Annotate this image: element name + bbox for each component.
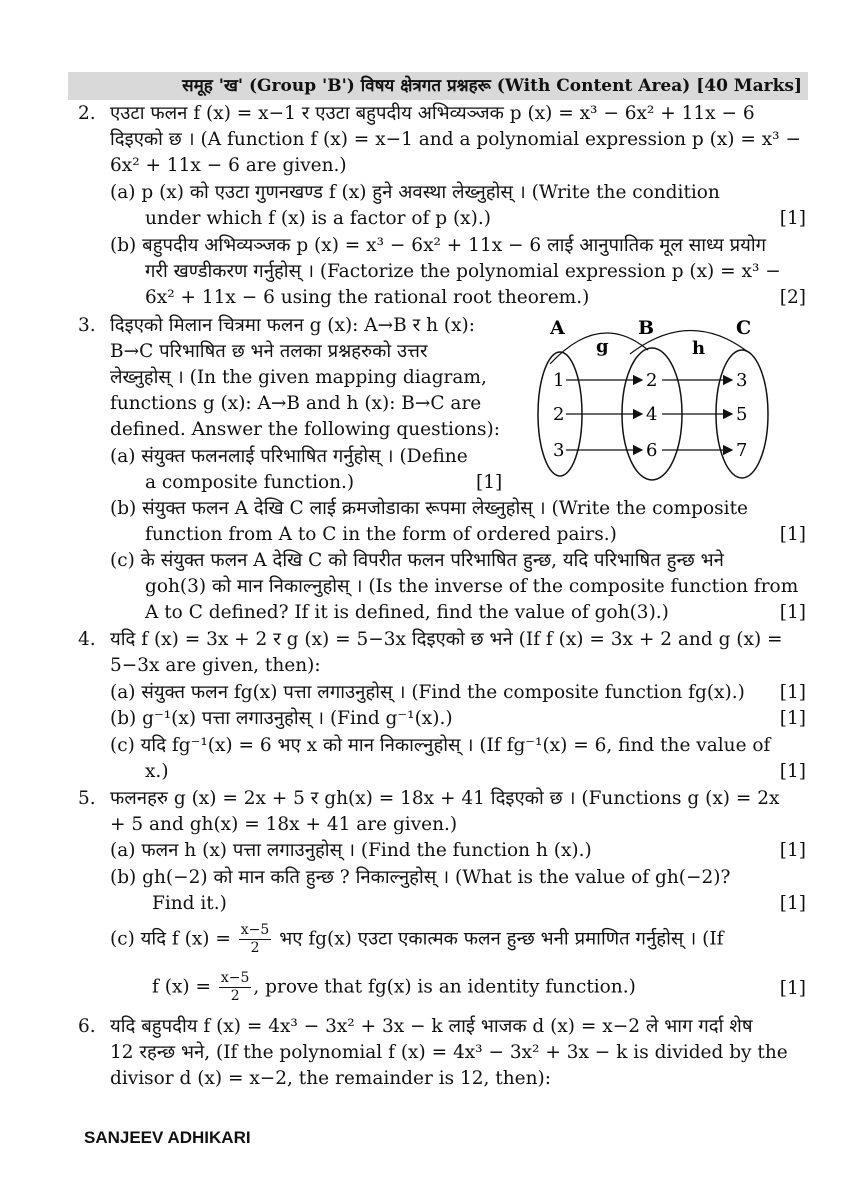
q3-line1: दिइएको मिलान चित्रमा फलन g (x): A→B र h (x): (110, 315, 475, 336)
q5-line2: + 5 and gh(x) = 18x + 41 are given.) (110, 814, 458, 835)
q5c-line1 (110, 922, 724, 957)
q5b-line2: Find it.) (152, 893, 227, 914)
q5b-marks: [1] (779, 893, 806, 914)
q4a-marks: [1] (779, 682, 806, 703)
q4-line2: 5−3x are given, then): (110, 655, 321, 676)
set-label-b: B (638, 317, 655, 339)
q5c-line2-suffix: , prove that fg(x) is an identity function.) (253, 976, 636, 998)
q2-line2: दिइएको छ । (A function f (x) = x−1 and a polynomial expression p (x) = x³ − (110, 129, 801, 150)
q3-line2: B→C परिभाषित छ भने तलका प्रश्नहरुको उत्तर (110, 341, 428, 362)
b-element-1: 2 (646, 370, 658, 391)
fraction (219, 970, 252, 1005)
b-element-3: 6 (646, 440, 658, 461)
q5a-line1: (a) फलन h (x) पत्ता लगाउनुहोस् । (Find the function h (x).) (110, 840, 592, 861)
q2-number: 2. (78, 103, 96, 124)
q3c-line1: (c) के संयुक्त फलन A देखि C को विपरीत फलन परिभाषित हुन्छ, यदि परिभाषित हुन्छ भने (110, 550, 724, 571)
q6-line1: यदि बहुपदीय f (x) = 4x³ − 3x² + 3x − k लाई भाजक d (x) = x−2 ले भाग गर्दा शेष (110, 1016, 753, 1037)
c-element-1: 3 (736, 370, 748, 391)
q2-line1: एउटा फलन f (x) = x−1 र एउटा बहुपदीय अभिव्यञ्जक p (x) = x³ − 6x² + 11x − 6 (110, 103, 755, 124)
q4c-line2: x.) (145, 761, 169, 782)
q3-line4: functions g (x): A→B and h (x): B→C are (110, 393, 482, 414)
a-element-3: 3 (553, 440, 565, 461)
c-element-3: 7 (736, 440, 748, 461)
q3b-line1: (b) संयुक्त फलन A देखि C लाई क्रमजोडाका रूपमा लेख्नुहोस् । (Write the composite (110, 498, 748, 519)
q4c-marks: [1] (779, 761, 806, 782)
fraction-denominator: 2 (230, 988, 240, 1004)
func-label-h: h (692, 338, 706, 359)
q5c-suffix: भए fg(x) एउटा एकात्मक फलन हुन्छ भनी प्रमाणित गर्नुहोस् । (If (279, 928, 724, 950)
q5-line1: फलनहरु g (x) = 2x + 5 र gh(x) = 18x + 41 दिइएको छ । (Functions g (x) = 2x (110, 788, 780, 809)
q3-line5: defined. Answer the following questions): (110, 419, 500, 440)
q4-number: 4. (78, 629, 96, 650)
q4b-marks: [1] (779, 708, 806, 729)
q2a-marks: [1] (779, 208, 806, 229)
c-element-2: 5 (736, 404, 748, 425)
q2b-line1: (b) बहुपदीय अभिव्यञ्जक p (x) = x³ − 6x² + 11x − 6 लाई आनुपातिक मूल साध्य प्रयोग (110, 235, 767, 256)
q5b-line1: (b) gh(−2) को मान कति हुन्छ ? निकाल्नुहोस् । (What is the value of gh(−2)? (110, 867, 731, 888)
q2b-line2: गरी खण्डीकरण गर्नुहोस् । (Factorize the polynomial expression p (x) = x³ − (145, 261, 781, 282)
fraction (239, 922, 272, 957)
a-element-2: 2 (553, 404, 565, 425)
q4b-line1: (b) g⁻¹(x) पत्ता लगाउनुहोस् । (Find g⁻¹(x).) (110, 708, 453, 729)
section-header: समूह 'ख' (Group 'B') विषय क्षेत्रगत प्रश्नहरू (With Content Area) [40 Marks] (68, 72, 808, 100)
author-footer: SANJEEV ADHIKARI (84, 1128, 251, 1147)
set-label-a: A (550, 317, 565, 339)
q4c-line1: (c) यदि fg⁻¹(x) = 6 भए x को मान निकाल्नुहोस् । (If fg⁻¹(x) = 6, find the value of (110, 735, 771, 756)
q3c-line2: goh(3) को मान निकाल्नुहोस् । (Is the inverse of the composite function from (145, 576, 799, 597)
a-element-1: 1 (553, 370, 565, 391)
q6-number: 6. (78, 1016, 96, 1037)
q6-line2: 12 रहन्छ भने, (If the polynomial f (x) = 4x³ − 3x² + 3x − k is divided by the (110, 1042, 788, 1063)
q3a-line1: (a) संयुक्त फलनलाई परिभाषित गर्नुहोस् । (Define (110, 446, 468, 467)
q2b-line3: 6x² + 11x − 6 using the rational root theorem.) (145, 287, 590, 308)
fraction-numerator: x−5 (240, 922, 270, 938)
q3-number: 3. (78, 315, 96, 336)
q5c-line2 (152, 970, 636, 1005)
q5-number: 5. (78, 788, 96, 809)
q5c-prefix: (c) यदि f (x) = (110, 928, 231, 950)
q3b-marks: [1] (779, 524, 806, 545)
q5a-marks: [1] (779, 840, 806, 861)
q5c-marks: [1] (779, 978, 806, 999)
q2b-marks: [2] (779, 287, 806, 308)
q2a-line2: under which f (x) is a factor of p (x).) (145, 208, 491, 229)
q6-line3: divisor d (x) = x−2, the remainder is 12, then): (110, 1068, 551, 1089)
func-label-g: g (596, 336, 609, 357)
q3b-line2: function from A to C in the form of ordered pairs.) (145, 524, 617, 545)
fraction-denominator: 2 (250, 940, 260, 956)
q3a-marks: [1] (476, 472, 503, 493)
q4-line1: यदि f (x) = 3x + 2 र g (x) = 5−3x दिइएको छ भने (If f (x) = 3x + 2 and g (x) = (110, 629, 783, 650)
q2a-line1: (a) p (x) को एउटा गुणनखण्ड f (x) हुने अवस्था लेख्नुहोस् । (Write the condition (110, 182, 720, 203)
mapping-diagram (510, 312, 800, 487)
q3c-marks: [1] (779, 602, 806, 623)
set-label-c: C (736, 317, 752, 339)
q3c-line3: A to C defined? If it is defined, find the value of goh(3).) (145, 602, 669, 623)
q5c-line2-prefix: f (x) = (152, 976, 211, 998)
b-element-2: 4 (646, 404, 658, 425)
q3a-line2: a composite function.) (145, 472, 355, 493)
q4a-line1: (a) संयुक्त फलन fg(x) पत्ता लगाउनुहोस् । (Find the composite function fg(x).) (110, 682, 745, 703)
q2-line3: 6x² + 11x − 6 are given.) (110, 155, 347, 176)
q3-line3: लेख्नुहोस् । (In the given mapping diagram, (110, 367, 487, 388)
fraction-numerator: x−5 (220, 970, 250, 986)
